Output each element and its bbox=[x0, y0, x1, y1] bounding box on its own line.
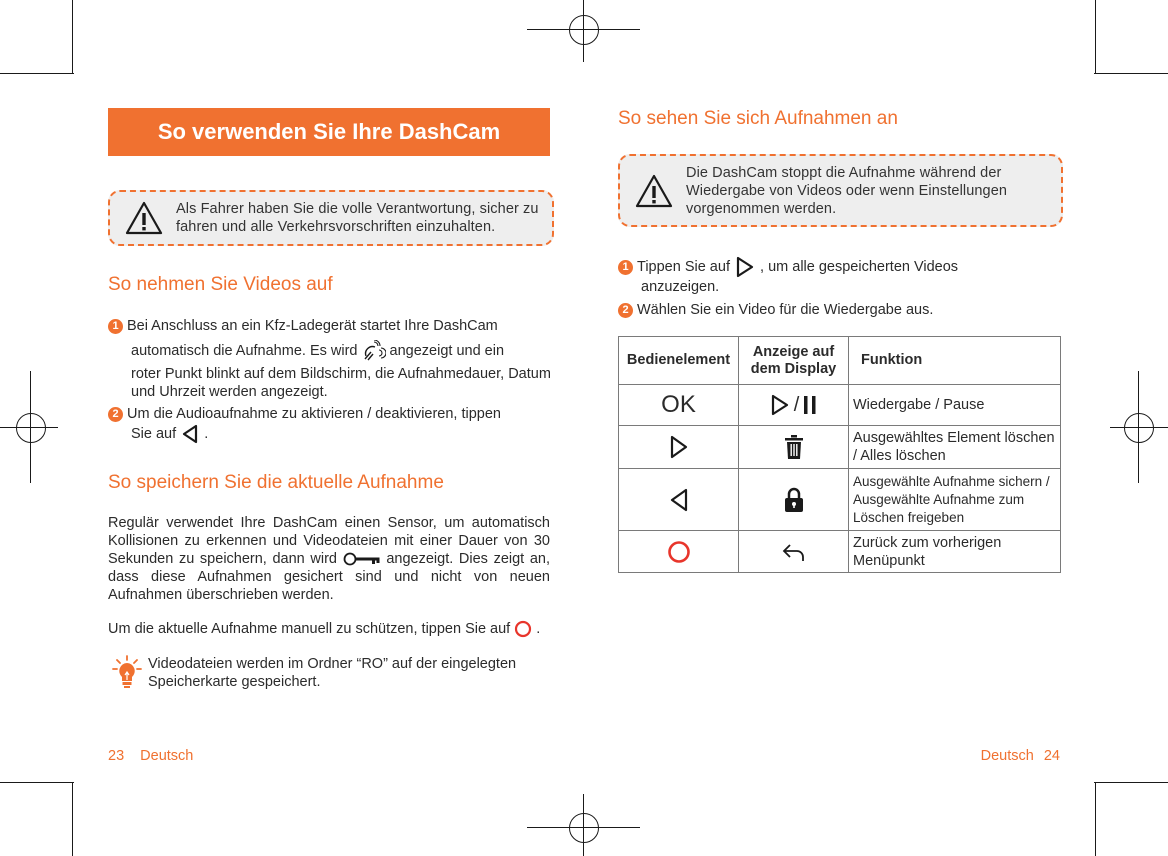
playback-step-1-text-a: Tippen Sie auf bbox=[637, 258, 730, 275]
step-number-1: 1 bbox=[618, 260, 633, 275]
lock-display bbox=[739, 469, 849, 531]
lightbulb-tip-icon bbox=[112, 654, 142, 690]
manual-protect-text-b: . bbox=[536, 621, 541, 637]
trash-icon bbox=[783, 434, 805, 460]
driver-warning-box bbox=[108, 190, 554, 246]
table-header-control: Bedienelement bbox=[619, 337, 739, 385]
warning-icon bbox=[634, 173, 674, 209]
page-number-right: 24 bbox=[1043, 748, 1060, 764]
playback-warning-box bbox=[618, 154, 1063, 227]
playback-step-1-text-c: anzuzeigen. bbox=[641, 279, 720, 295]
right-arrow-icon bbox=[734, 256, 756, 278]
language-label-right: Deutsch bbox=[980, 748, 1034, 764]
tip-text: Videodateien werden im Ordner “RO” auf der eingelegten Speicherkarte gespeichert. bbox=[148, 656, 517, 690]
play-pause-separator: / bbox=[793, 393, 800, 416]
driver-warning-text: Als Fahrer haben Sie die volle Verantwortung, sicher zu fahren und alle Verkehrsvorschriften einzuhalten. bbox=[176, 201, 539, 235]
right-arrow-icon bbox=[668, 434, 690, 460]
table-row bbox=[619, 385, 1061, 426]
return-display bbox=[739, 531, 849, 573]
function-cell: Wiedergabe / Pause bbox=[849, 385, 1061, 426]
left-arrow-icon bbox=[668, 487, 690, 513]
trash-display bbox=[739, 426, 849, 469]
play-icon bbox=[769, 393, 791, 417]
function-cell: Ausgewählte Aufnahme sichern / Ausgewählte Aufnahme zum Löschen freigeben bbox=[849, 469, 1061, 531]
step-number-2: 2 bbox=[618, 303, 633, 318]
record-step-1-text-b: automatisch die Aufnahme. Es wird bbox=[131, 342, 358, 359]
manual-protect-text-a: Um die aktuelle Aufnahme manuell zu schützen, tippen Sie auf bbox=[108, 621, 511, 637]
record-step-1-text-a: Bei Anschluss an ein Kfz-Ladegerät startet Ihre DashCam bbox=[127, 318, 498, 334]
controls-table bbox=[618, 336, 1061, 573]
red-circle-control bbox=[619, 531, 739, 573]
save-paragraph bbox=[108, 514, 550, 604]
playback-step-1 bbox=[618, 256, 1063, 297]
save-paragraph-text-b: angezeigt. Dies zeigt an, dass diese Aufnahmen gesichert sind und nicht von neuen Aufnahmen überschrieben werden. bbox=[108, 551, 551, 603]
right-page-footer bbox=[981, 748, 1060, 764]
save-paragraph-text-a: Regulär verwendet Ihre DashCam einen Sensor, um automatisch Kollisionen zu erkennen und Videodateien mit einer Dauer von 30 Sekunden zu speichern, dann wird bbox=[108, 515, 550, 567]
function-cell: Zurück zum vorherigen Menüpunkt bbox=[849, 531, 1061, 573]
record-heading: So nehmen Sie Videos auf bbox=[108, 274, 333, 295]
left-page-footer bbox=[108, 748, 193, 764]
playback-heading: So sehen Sie sich Aufnahmen an bbox=[618, 108, 898, 129]
manual-protect-text bbox=[108, 620, 558, 638]
lock-icon bbox=[783, 487, 805, 513]
table-header-function: Funktion bbox=[849, 337, 1061, 385]
playback-warning-text: Die DashCam stoppt die Aufnahme während der Wiedergabe von Videos oder wenn Einstellungen vorgenommen werden. bbox=[686, 164, 1008, 217]
play-pause-display bbox=[739, 385, 849, 426]
record-step-1-text-c: angezeigt und ein bbox=[389, 342, 505, 359]
left-arrow-control bbox=[619, 469, 739, 531]
language-label-left: Deutsch bbox=[140, 748, 194, 764]
pause-icon bbox=[802, 394, 818, 416]
table-header-row bbox=[619, 337, 1061, 385]
ok-label: OK bbox=[661, 391, 696, 418]
page-banner: So verwenden Sie Ihre DashCam bbox=[108, 108, 550, 156]
record-step-1-text-d: roter Punkt blinkt auf dem Bildschirm, die Aufnahmedauer, Datum und Uhrzeit werden angezeigt. bbox=[131, 366, 551, 400]
playback-step-2-text: Wählen Sie ein Video für die Wiedergabe aus. bbox=[637, 302, 934, 318]
record-step-2-text-c: . bbox=[204, 425, 209, 442]
step-number-1: 1 bbox=[108, 319, 123, 334]
protected-key-icon bbox=[343, 552, 381, 566]
step-number-2: 2 bbox=[108, 407, 123, 422]
playback-step-1-text-b: , um alle gespeicherten Videos bbox=[760, 258, 959, 275]
playback-step-2 bbox=[618, 300, 1063, 321]
record-step-2 bbox=[108, 405, 553, 444]
save-heading: So speichern Sie die aktuelle Aufnahme bbox=[108, 472, 444, 493]
record-step-2-text-a: Um die Audioaufnahme zu aktivieren / deaktivieren, tippen bbox=[127, 406, 501, 422]
red-circle-icon bbox=[667, 540, 691, 564]
table-row bbox=[619, 426, 1061, 469]
table-row bbox=[619, 531, 1061, 573]
ok-control bbox=[619, 385, 739, 426]
recording-satellite-icon bbox=[362, 340, 386, 362]
left-arrow-icon bbox=[180, 424, 200, 444]
return-icon bbox=[781, 541, 807, 563]
red-circle-icon bbox=[514, 620, 532, 638]
function-cell: Ausgewähltes Element löschen / Alles löschen bbox=[849, 426, 1061, 469]
table-row bbox=[619, 469, 1061, 531]
right-arrow-control bbox=[619, 426, 739, 469]
record-step-2-text-b: Sie auf bbox=[131, 425, 177, 442]
record-step-1 bbox=[108, 316, 553, 401]
page-number-left: 23 bbox=[108, 748, 125, 764]
warning-icon bbox=[124, 200, 164, 236]
table-header-display: Anzeige auf dem Display bbox=[739, 337, 849, 385]
